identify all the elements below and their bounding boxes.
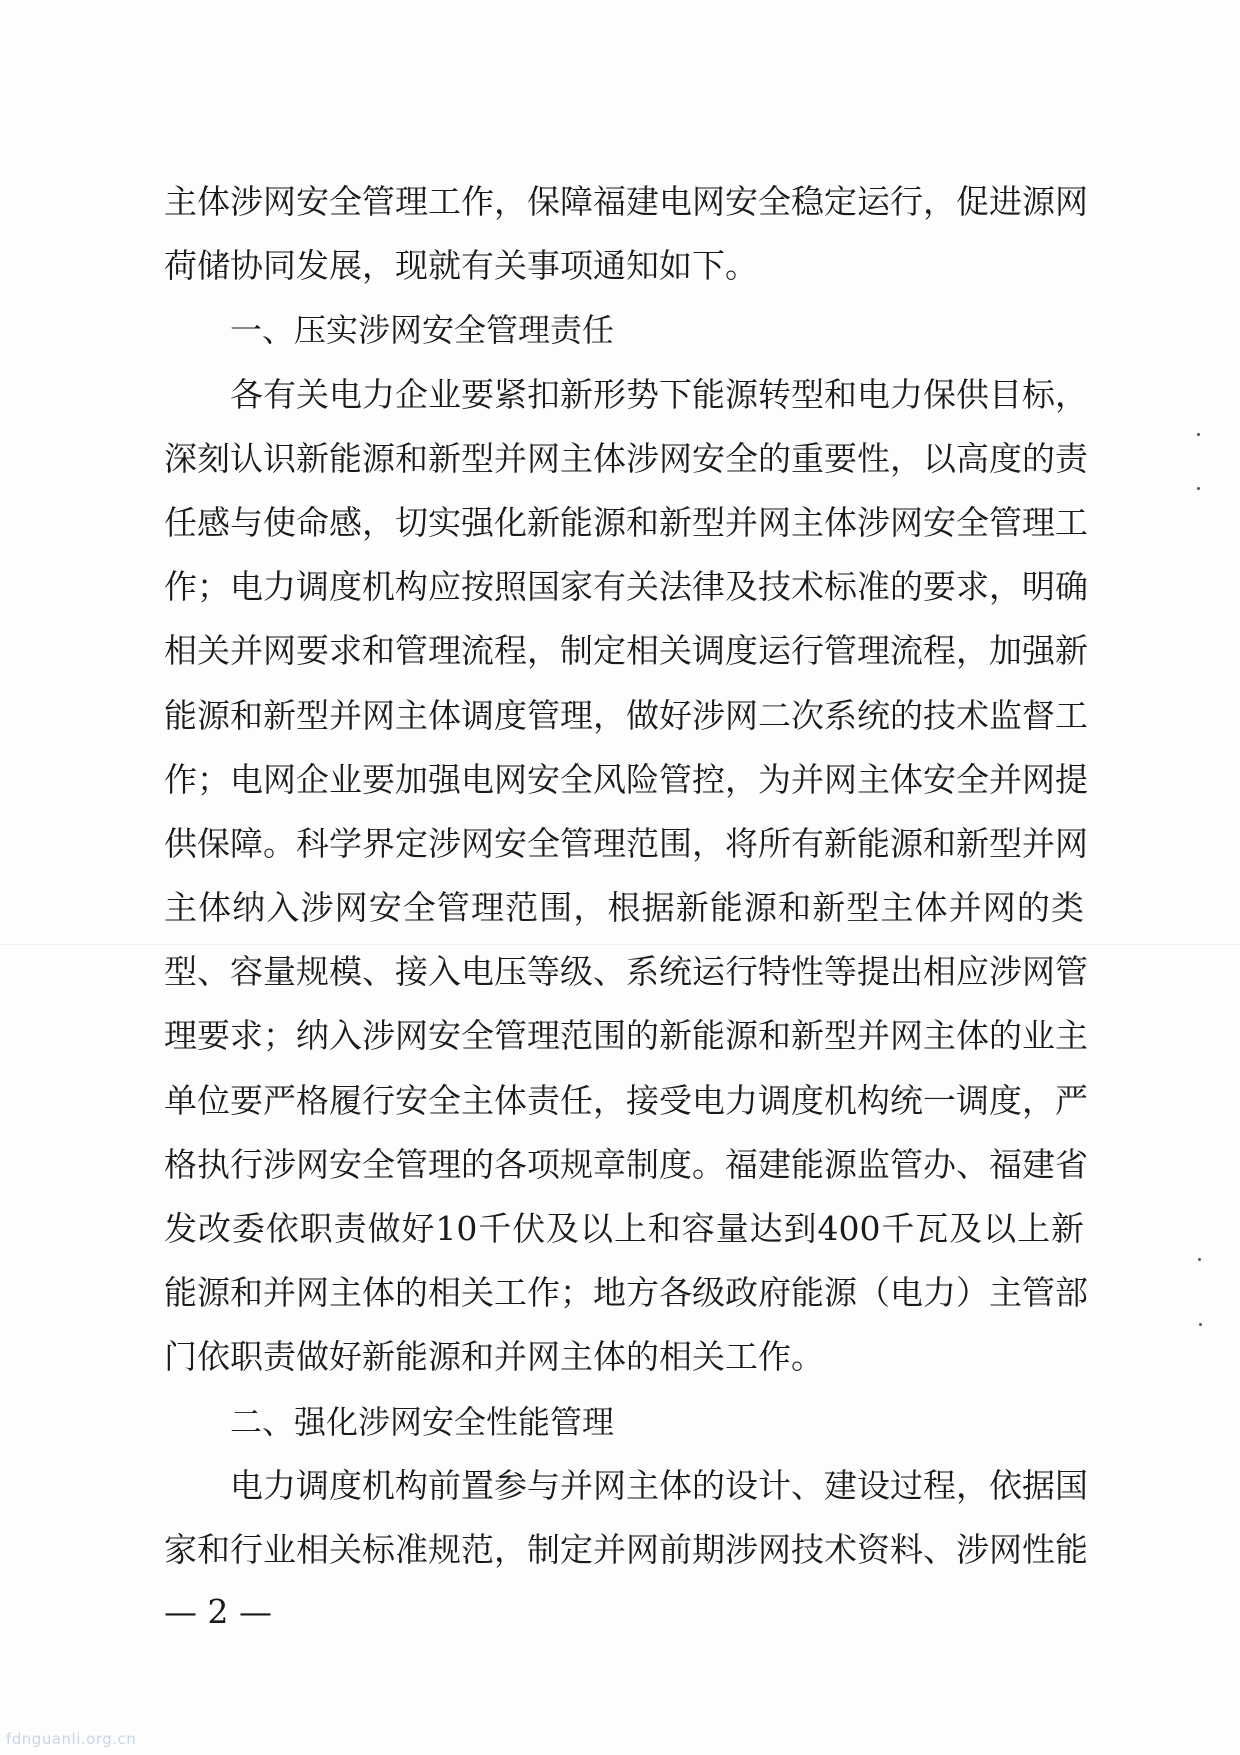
text-line: 理要求；纳入涉网安全管理范围的新能源和新型并网主体的业主	[164, 1016, 1088, 1056]
text-line: 荷储协同发展，现就有关事项通知如下。	[164, 246, 758, 286]
section-heading: 二、强化涉网安全性能管理	[230, 1402, 615, 1441]
text-line: 格执行涉网安全管理的各项规章制度。福建能源监管办、福建省	[164, 1144, 1088, 1184]
page-number: — 2 —	[164, 1592, 272, 1631]
text-line: 家和行业相关标准规范，制定并网前期涉网技术资料、涉网性能	[164, 1529, 1088, 1569]
text-line: 发改委依职责做好10千伏及以上和容量达到400千瓦及以上新	[164, 1209, 1084, 1248]
text-line: 门依职责做好新能源和并网主体的相关工作。	[164, 1337, 824, 1377]
text-line: 作；电网企业要加强电网安全风险管控，为并网主体安全并网提	[164, 759, 1088, 799]
text-line: 任感与使命感，切实强化新能源和新型并网主体涉网安全管理工	[164, 502, 1088, 542]
text-line: 作；电力调度机构应按照国家有关法律及技术标准的要求，明确	[164, 567, 1088, 607]
text-line: 主体涉网安全管理工作，保障福建电网安全稳定运行，促进源网	[164, 182, 1088, 221]
watermark: fdnguanli.org.cn	[6, 1730, 137, 1748]
text-line: 相关并网要求和管理流程，制定相关调度运行管理流程，加强新	[164, 631, 1088, 671]
text-line: 单位要严格履行安全主体责任，接受电力调度机构统一调度，严	[164, 1080, 1088, 1120]
text-line: 供保障。科学界定涉网安全管理范围，将所有新能源和新型并网	[164, 823, 1088, 863]
text-line: 各有关电力企业要紧扣新形势下能源转型和电力保供目标，	[230, 374, 1088, 414]
scan-speck	[1198, 1258, 1201, 1261]
text-line: 主体纳入涉网安全管理范围，根据新能源和新型主体并网的类	[164, 888, 1084, 928]
section-heading: 一、压实涉网安全管理责任	[230, 311, 615, 350]
scan-speck	[1199, 1323, 1202, 1326]
document-body	[164, 170, 1088, 1582]
scan-speck	[1197, 433, 1200, 436]
text-line: 型、容量规模、接入电压等级、系统运行特性等提出相应涉网管	[164, 952, 1088, 992]
text-line: 深刻认识新能源和新型并网主体涉网安全的重要性，以高度的责	[164, 438, 1088, 478]
text-line: 电力调度机构前置参与并网主体的设计、建设过程，依据国	[230, 1465, 1088, 1505]
text-line: 能源和新型并网主体调度管理，做好涉网二次系统的技术监督工	[164, 695, 1088, 735]
scan-speck	[1197, 487, 1200, 490]
text-line: 能源和并网主体的相关工作；地方各级政府能源（电力）主管部	[164, 1273, 1088, 1313]
